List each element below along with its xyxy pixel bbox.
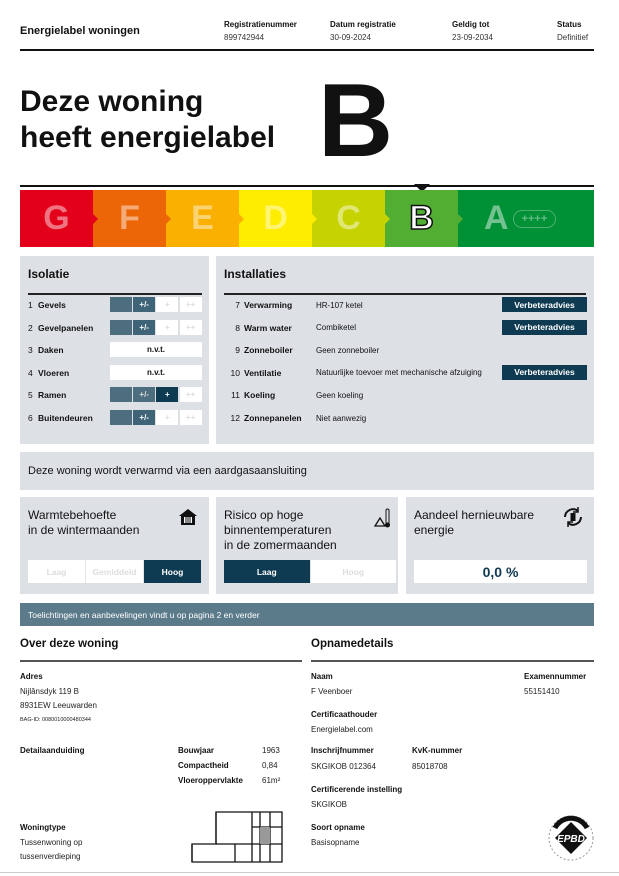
scale-option-hoog: Hoog <box>310 560 397 583</box>
info-bar: Toelichtingen en aanbevelingen vindt u op pagina 2 en verder <box>20 603 594 626</box>
rating-step: ++ <box>180 320 202 335</box>
row-name: Vloeren <box>38 367 70 378</box>
woning-title: Over deze woning <box>20 638 119 650</box>
field-label: Registratienummer <box>224 20 297 29</box>
row-number: 8 <box>235 322 240 333</box>
label-class-f <box>93 190 166 247</box>
label-plus-badge: ++++ <box>513 210 557 228</box>
row-value: Combiketel <box>316 323 357 333</box>
isolatie-row <box>28 387 203 403</box>
woningtype-line-2: tussenverdieping <box>20 852 81 861</box>
inschrijfnummer-label: Inschrijfnummer <box>311 746 374 755</box>
row-value: Geen koeling <box>316 390 364 400</box>
examennummer-value: 55151410 <box>524 687 560 696</box>
spec-label: Compactheid <box>178 761 229 770</box>
row-name: Daken <box>38 345 64 356</box>
field-value: 899742944 <box>224 33 265 42</box>
bag-id: BAG-ID: 0080010000480344 <box>20 717 91 723</box>
chevron-icon <box>385 214 390 224</box>
chevron-icon <box>458 214 463 224</box>
thermometer-warning-icon <box>374 507 392 529</box>
row-name: Ramen <box>38 390 67 401</box>
rating-step: +/- <box>133 320 155 335</box>
scale-option-gemiddeld: Gemiddeld <box>85 560 143 583</box>
label-letter: A <box>484 199 509 237</box>
verbeteradvies-button[interactable]: Verbeteradvies <box>502 365 587 380</box>
field-value: 30-09-2024 <box>330 33 371 42</box>
detail-label: Detailaanduiding <box>20 746 85 755</box>
rating-step: ++ <box>180 410 202 425</box>
rating-step: +/- <box>133 410 155 425</box>
row-name: Buitendeuren <box>38 413 93 423</box>
installatie-row <box>224 320 588 336</box>
rating-value: n.v.t. <box>110 365 202 380</box>
isolatie-row <box>28 410 203 426</box>
label-letter: F <box>119 199 140 237</box>
row-number: 11 <box>231 390 240 401</box>
house-type-diagram <box>190 810 290 866</box>
rating-step <box>110 410 132 425</box>
label-letter: B <box>409 199 434 237</box>
rating-value: n.v.t. <box>110 342 202 357</box>
label-class-c <box>312 190 385 247</box>
gas-banner: Deze woning wordt verwarmd via een aardgasaansluiting <box>20 452 594 490</box>
divider <box>28 293 202 295</box>
row-value: Geen zonneboiler <box>316 345 380 355</box>
installatie-row <box>224 410 588 426</box>
woningtype-line-1: Tussenwoning op <box>20 838 83 847</box>
box-title: in de wintermaanden <box>28 523 140 537</box>
inschrijfnummer-value: SKGIKOB 012364 <box>311 762 376 771</box>
label-letter: C <box>336 199 361 237</box>
row-number: 6 <box>28 413 33 423</box>
row-name: Koeling <box>244 390 276 401</box>
field-value: 23-09-2034 <box>452 33 493 42</box>
row-value: HR-107 ketel <box>316 300 363 310</box>
rating-step <box>110 297 132 312</box>
adres-line-2: 8931EW Leeuwarden <box>20 701 97 710</box>
soort-opname-label: Soort opname <box>311 823 365 832</box>
installaties-title: Installaties <box>224 267 287 281</box>
row-name: Warm water <box>244 322 292 333</box>
naam-label: Naam <box>311 672 333 681</box>
row-number: 5 <box>28 390 33 401</box>
box-title: Aandeel hernieuwbare <box>414 508 535 522</box>
adres-label: Adres <box>20 672 43 681</box>
label-class-a <box>458 190 594 247</box>
renewable-value: 0,0 % <box>414 560 587 583</box>
scale-option-laag: Laag <box>224 560 310 583</box>
certificaathouder-value: Energielabel.com <box>311 725 373 734</box>
chevron-icon <box>312 214 317 224</box>
rating-step: + <box>156 387 178 402</box>
field-label: Status <box>557 20 582 29</box>
divider <box>311 660 594 662</box>
summer-box <box>216 497 398 594</box>
chevron-icon <box>93 214 98 224</box>
winter-box <box>20 497 209 594</box>
verbeteradvies-button[interactable]: Verbeteradvies <box>502 297 587 312</box>
examennummer-label: Examennummer <box>524 672 587 681</box>
spec-value: 1963 <box>262 746 280 755</box>
divider <box>20 660 302 662</box>
isolatie-panel <box>20 256 209 444</box>
field-value: Definitief <box>557 33 589 42</box>
label-letter: G <box>43 199 70 237</box>
renewable-cycle-icon <box>561 505 585 529</box>
row-number: 7 <box>235 300 240 310</box>
house-icon <box>178 507 198 527</box>
label-letter: E <box>191 199 214 237</box>
spec-label: Vloeroppervlakte <box>178 776 243 785</box>
row-number: 3 <box>28 345 33 356</box>
title-line-2: heeft energielabel <box>20 121 276 154</box>
row-value: Natuurlijke toevoer met mechanische afzuiging <box>316 368 482 378</box>
rating-step: + <box>156 297 178 312</box>
soort-opname-value: Basisopname <box>311 838 360 847</box>
renewable-box <box>406 497 594 594</box>
kvk-label: KvK-nummer <box>412 746 463 755</box>
box-title: binnentemperaturen <box>224 523 332 537</box>
row-name: Gevels <box>38 300 66 310</box>
row-number: 4 <box>28 367 33 378</box>
installatie-row <box>224 297 588 313</box>
certificaathouder-label: Certificaathouder <box>311 710 378 719</box>
scale-option-hoog: Hoog <box>143 560 201 583</box>
chevron-icon <box>239 214 244 224</box>
row-number: 1 <box>28 300 33 310</box>
installatie-row <box>224 342 588 358</box>
row-number: 10 <box>230 367 240 378</box>
rating-step <box>110 320 132 335</box>
label-class-b <box>385 190 458 247</box>
divider <box>224 293 586 295</box>
rating-step: + <box>156 410 178 425</box>
field-label: Datum registratie <box>330 20 396 29</box>
divider <box>0 872 619 873</box>
row-number: 9 <box>235 345 240 356</box>
box-title: Warmtebehoefte <box>28 508 117 522</box>
box-title: in de zomermaanden <box>224 538 337 552</box>
winter-scale <box>28 560 201 583</box>
row-name: Verwarming <box>244 300 293 310</box>
chevron-icon <box>166 214 171 224</box>
row-name: Gevelpanelen <box>38 322 94 333</box>
svg-text:EPBD: EPBD <box>557 834 585 845</box>
energy-label-letter: B <box>318 63 394 179</box>
rating-step: ++ <box>180 297 202 312</box>
kvk-value: 85018708 <box>412 762 448 771</box>
spec-value: 0,84 <box>262 761 278 770</box>
woningtype-label: Woningtype <box>20 823 66 832</box>
box-title: energie <box>414 523 455 537</box>
rating-step: +/- <box>133 297 155 312</box>
summer-scale <box>224 560 396 583</box>
rating-step: + <box>156 320 178 335</box>
divider <box>20 49 594 51</box>
row-number: 2 <box>28 322 33 333</box>
installatie-row <box>224 387 588 403</box>
label-class-g <box>20 190 93 247</box>
naam-value: F Veenboer <box>311 687 353 696</box>
label-class-d <box>239 190 312 247</box>
rating-step: ++ <box>180 387 202 402</box>
verbeteradvies-button[interactable]: Verbeteradvies <box>502 320 587 335</box>
isolatie-row <box>28 365 203 381</box>
isolatie-row <box>28 297 203 313</box>
row-number: 12 <box>230 413 240 423</box>
page-title <box>20 84 275 156</box>
instelling-value: SKGIKOB <box>311 800 348 809</box>
adres-line-1: Nijlânsdyk 119 B <box>20 687 79 696</box>
isolatie-row <box>28 342 203 358</box>
rating-step <box>110 387 132 402</box>
app-title: Energielabel woningen <box>20 25 140 37</box>
box-title: Risico op hoge <box>224 508 304 522</box>
scale-option-laag: Laag <box>28 560 85 583</box>
spec-label: Bouwjaar <box>178 746 215 755</box>
divider <box>20 185 594 187</box>
epbd-logo <box>547 810 595 864</box>
instelling-label: Certificerende instelling <box>311 785 403 794</box>
row-name: Zonnepanelen <box>244 413 302 423</box>
installaties-panel <box>216 256 594 444</box>
isolatie-title: Isolatie <box>28 267 70 281</box>
row-name: Ventilatie <box>244 367 282 378</box>
isolatie-row <box>28 320 203 336</box>
title-line-1: Deze woning <box>20 85 204 118</box>
label-letter: D <box>263 199 288 237</box>
row-name: Zonneboiler <box>244 345 293 356</box>
row-value: Niet aanwezig <box>316 413 367 423</box>
label-class-e <box>166 190 239 247</box>
installatie-row <box>224 365 588 381</box>
spec-value: 61m² <box>262 776 281 785</box>
field-label: Geldig tot <box>452 20 490 29</box>
rating-step: +/- <box>133 387 155 402</box>
opname-title: Opnamedetails <box>311 638 394 650</box>
